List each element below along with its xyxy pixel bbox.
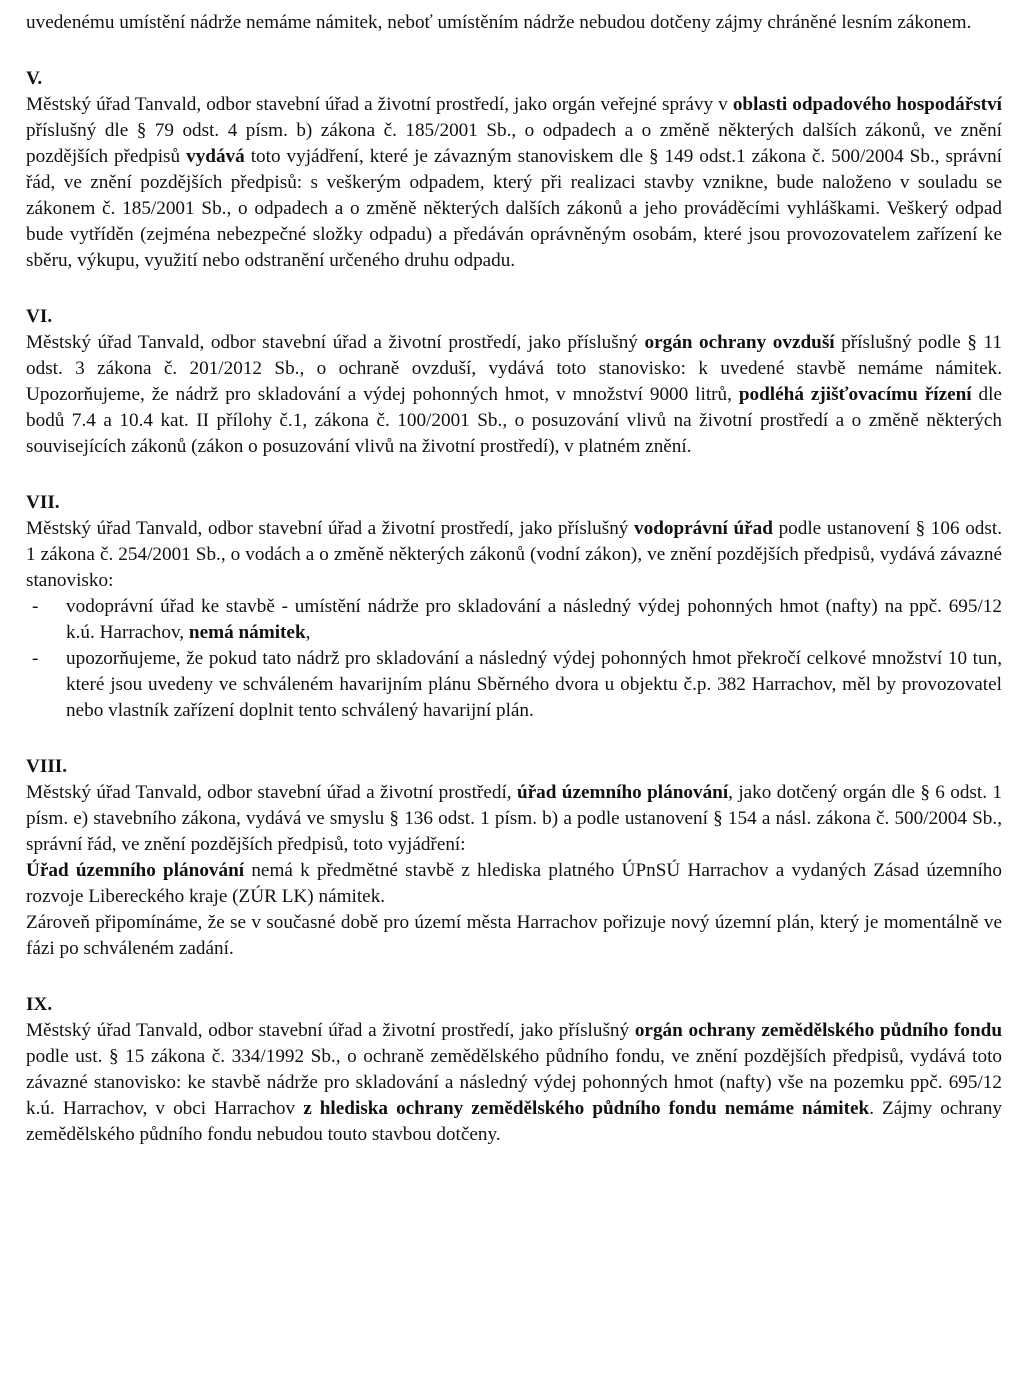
list-item	[26, 646, 1002, 724]
section-number: VII.	[26, 492, 60, 513]
section-v	[26, 66, 1002, 274]
intro-paragraph: uvedenému umístění nádrže nemáme námitek, neboť umístěním nádrže nebudou dotčeny zájmy chráněné lesním zákonem.	[26, 12, 972, 33]
text: Městský úřad Tanvald, odbor stavební úřad a životní prostředí, jako příslušný	[26, 1020, 635, 1041]
section-v-paragraph	[26, 92, 1002, 274]
text: , jako dotčený orgán dle § 6 odst. 1 písm. e) stavebního zákona, vydává ve smyslu § 136 odst. 1 písm. b) a podle ustanovení § 154 a násl. zákona č. 500/2004 Sb., správní řád, ve znění pozdějších předpisů, toto vyjádření:	[26, 782, 1002, 855]
section-number: IX.	[26, 994, 53, 1015]
text: dle bodů 7.4 a 10.4 kat. II přílohy č.1, zákona č. 100/2001 Sb., o posuzování vlivů na životní prostředí a o změně některých souvisejících zákonů (zákon o posuzování vlivů na životní prostředí), v platném znění.	[26, 384, 1002, 457]
section-viii-paragraph-2	[26, 858, 1002, 910]
text: příslušný dle § 79 odst. 4 písm. b) zákona č. 185/2001 Sb., o odpadech a o změně některých dalších zákonů, ve znění pozdějších předpisů	[26, 120, 1002, 167]
section-ix-paragraph	[26, 1018, 1002, 1148]
text: podle ust. § 15 zákona č. 334/1992 Sb., o ochraně zemědělského půdního fondu, ve znění pozdějších předpisů, vydává toto závazné stanovisko: ke stavbě nádrže pro skladování a následný výdej pohonných hmot (nafty) vše na pozemku ppč. 695/12 k.ú. Harrachov, v obci Harrachov	[26, 1046, 1002, 1119]
dash-list	[26, 594, 1002, 724]
section-vi-paragraph	[26, 330, 1002, 460]
text: Městský úřad Tanvald, odbor stavební úřad a životní prostředí, jako příslušný	[26, 518, 635, 539]
section-number: VI.	[26, 306, 53, 327]
text: vodoprávní úřad ke stavbě - umístění nádrže pro skladování a následný výdej pohonných hmot (nafty) na ppč. 695/12 k.ú. Harrachov,	[66, 596, 1002, 643]
text: Městský úřad Tanvald, odbor stavební úřad a životní prostředí, jako příslušný	[26, 332, 645, 353]
bold-text: orgán ochrany ovzduší	[644, 332, 835, 353]
bold-text: úřad územního plánování	[516, 782, 729, 803]
bold-text: nemá námitek	[188, 622, 306, 643]
section-vi	[26, 304, 1002, 460]
bold-text: podléhá zjišťovacímu řízení	[738, 384, 972, 405]
bold-text: oblasti odpadového hospodářství	[732, 94, 1002, 115]
bold-text: orgán ochrany zemědělského půdního fondu	[634, 1020, 1003, 1041]
text: Městský úřad Tanvald, odbor stavební úřad a životní prostředí,	[26, 782, 517, 803]
section-number: V.	[26, 68, 43, 89]
section-viii	[26, 754, 1002, 962]
bold-text: z hlediska ochrany zemědělského půdního fondu nemáme námitek	[303, 1098, 870, 1119]
text: příslušný podle § 11 odst. 3 zákona č. 201/2012 Sb., o ochraně ovzduší, vydává toto stanovisko: k uvedené stavbě nemáme námitek. Upozorňujeme, že nádrž pro skladování a výdej pohonných hmot, v množství 9000 litrů,	[26, 332, 1002, 405]
bold-text: Úřad územního plánování	[26, 860, 245, 881]
section-number: VIII.	[26, 756, 68, 777]
section-vii-paragraph	[26, 516, 1002, 594]
text: toto vyjádření, které je závazným stanoviskem dle § 149 odst.1 zákona č. 500/2004 Sb., správní řád, ve znění pozdějších předpisů: s veškerým odpadem, který při realizaci stavby vznikne, bude naloženo v souladu se zákonem č. 185/2001 Sb., o odpadech a o změně některých dalších zákonů a jeho prováděcími vyhláškami. Veškerý odpad bude vytříděn (zejména nebezpečné složky odpadu) a předáván oprávněným osobám, které jsou provozovatelem zařízení ke sběru, výkupu, využití nebo odstranění určeného druhu odpadu.	[26, 146, 1002, 271]
section-ix	[26, 992, 1002, 1148]
text: upozorňujeme, že pokud tato nádrž pro skladování a následný výdej pohonných hmot překročí celkové množství 10 tun, které jsou uvedeny ve schváleném havarijním plánu Sběrného dvora u objektu č.p. 382 Harrachov, měl by provozovatel nebo vlastník zařízení doplnit tento schválený havarijní plán.	[66, 648, 1002, 721]
section-vii	[26, 490, 1002, 724]
list-item	[26, 594, 1002, 646]
bold-text: vydává	[186, 146, 245, 167]
text: nemá k předmětné stavbě z hlediska platného ÚPnSÚ Harrachov a vydaných Zásad územního rozvoje Libereckého kraje (ZÚR LK) námitek.	[26, 860, 1002, 907]
bold-text: vodoprávní úřad	[634, 518, 773, 539]
text: . Zájmy ochrany zemědělského půdního fondu nebudou touto stavbou dotčeny.	[26, 1098, 1002, 1145]
text: podle ustanovení § 106 odst. 1 zákona č. 254/2001 Sb., o vodách a o změně některých zákonů (vodní zákon), ve znění pozdějších předpisů, vydává závazné stanovisko:	[26, 518, 1002, 591]
text: Městský úřad Tanvald, odbor stavební úřad a životní prostředí, jako orgán veřejné správy v	[26, 94, 733, 115]
text: ,	[305, 622, 311, 643]
section-viii-paragraph	[26, 780, 1002, 858]
section-viii-paragraph-3: Zároveň připomínáme, že se v současné době pro území města Harrachov pořizuje nový územní plán, který je momentálně ve fázi po schváleném zadání.	[26, 912, 1002, 959]
